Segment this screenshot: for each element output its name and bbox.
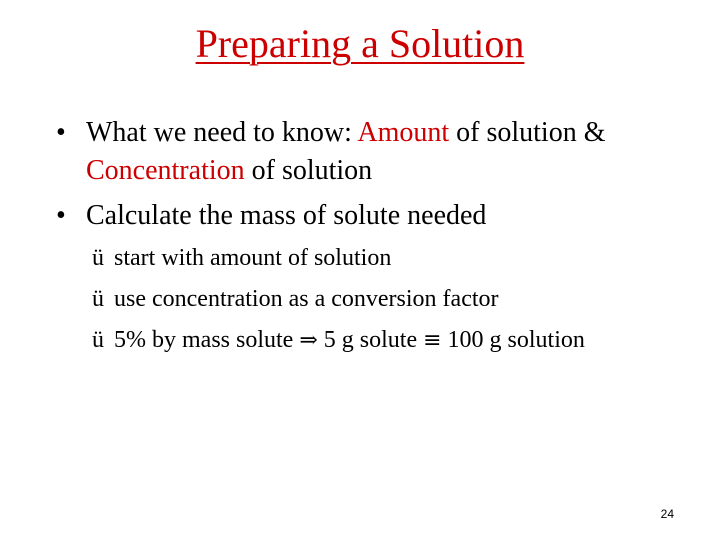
bullet-item-what-we-need — [56, 114, 696, 190]
highlight-concentration: Concentration — [86, 155, 245, 186]
slide-title: Preparing a Solution — [195, 21, 525, 66]
implies-arrow-icon: ⇒ — [299, 328, 318, 353]
subbullet-text: use concentration as a conversion factor — [114, 286, 499, 312]
bullet-text-part: What we need to know: — [86, 117, 358, 148]
bullet-item-calculate — [56, 197, 696, 235]
page-number: 24 — [660, 507, 674, 521]
subbullet-text-part: 5 g solute — [317, 327, 424, 353]
subbullet-item — [92, 283, 499, 315]
checkmark-icon: ü — [92, 327, 104, 353]
subbullet-text-part: 100 g solution — [441, 327, 585, 353]
bullet-text — [56, 114, 696, 190]
bullet-text-part: of solution & — [449, 117, 606, 148]
bullet-text: Calculate the mass of solute needed — [86, 200, 487, 231]
bullet-dot-icon: • — [56, 200, 66, 231]
subbullet-item — [92, 324, 585, 357]
equivalence-icon: ≡ — [423, 328, 442, 353]
subbullet-text: start with amount of solution — [114, 245, 392, 271]
bullet-text-part: of solution — [244, 155, 373, 186]
checkmark-icon: ü — [92, 286, 104, 312]
checkmark-icon: ü — [92, 245, 104, 271]
subbullet-item — [92, 242, 391, 274]
highlight-amount: Amount — [357, 117, 450, 148]
bullet-dot-icon: • — [56, 117, 66, 148]
subbullet-text-part: 5% by mass solute — [114, 327, 300, 353]
